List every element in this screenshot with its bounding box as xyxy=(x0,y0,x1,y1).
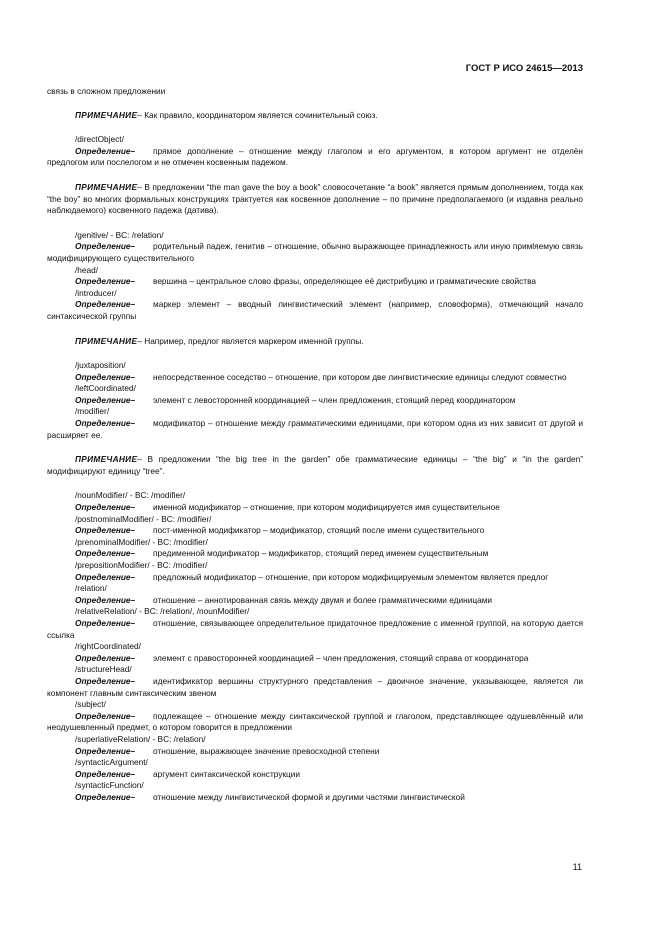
definition-text: вершина – центральное слово фразы, определяющее её дистрибуцию и грамматические свойства xyxy=(153,276,537,287)
term-definition xyxy=(47,653,583,665)
term-definition xyxy=(47,241,583,264)
term-definition xyxy=(47,299,583,322)
document-code-header: ГОСТ Р ИСО 24615—2013 xyxy=(465,63,583,74)
term-definition xyxy=(47,792,583,804)
note-text: – Например, предлог является маркером именной группы. xyxy=(137,335,364,346)
term-code: /head/ xyxy=(75,264,99,275)
term-definition xyxy=(47,769,583,781)
definition-text: именной модификатор – отношение, при котором модифицируется имя существительное xyxy=(153,502,500,513)
term-definition xyxy=(47,676,583,699)
term-code: /prepositionModifier/ - BC: /modifier/ xyxy=(75,560,208,570)
definition-text: маркер элемент – вводный лингвистический элемент (например, словоформа), отмечающий начало синтаксической группы xyxy=(47,299,583,321)
term-code: /relativeRelation/ - BC: /relation/, /nounModifier/ xyxy=(75,606,250,617)
term-definition xyxy=(47,525,583,537)
term-code: /postnominalModifier/ - BC: /modifier/ xyxy=(75,513,212,524)
term-code: /structureHead/ xyxy=(75,664,132,675)
term-code: /subject/ xyxy=(75,699,106,710)
definition-label: Определение– xyxy=(75,525,136,536)
definitions-group-1 xyxy=(47,134,583,169)
definition-text: отношение между лингвистической формой и другими частями лингвистической xyxy=(153,791,465,802)
note-2 xyxy=(47,182,583,217)
term-code: /leftCoordinated/ xyxy=(75,383,136,394)
definition-text: предложный модификатор – отношение, при котором модифицируемым элементом является предлог xyxy=(153,571,549,582)
term-definition xyxy=(47,372,583,384)
definition-label: Определение– xyxy=(75,276,136,287)
definition-text: элемент с левосторонней координацией – член предложения, стоящий перед координатором xyxy=(153,394,516,405)
definition-label: Определение– xyxy=(75,791,136,802)
definition-label: Определение– xyxy=(75,418,136,429)
note-text: – Как правило, координатором является сочинительный союз. xyxy=(137,109,378,120)
definition-label: Определение– xyxy=(75,594,136,605)
term-definition xyxy=(47,548,583,560)
definition-text: предименной модификатор – модификатор, стоящий перед именем существительным xyxy=(153,548,489,559)
document-body xyxy=(47,86,583,803)
term-code: /nounModifier/ - BC: /modifier/ xyxy=(75,490,186,501)
term-code: /rightCoordinated/ xyxy=(75,641,141,652)
term-definition xyxy=(47,711,583,734)
definition-label: Определение– xyxy=(75,617,136,628)
definition-label: Определение– xyxy=(75,710,136,721)
term-code: /relation/ xyxy=(75,583,107,594)
term-definition xyxy=(47,276,583,288)
definition-label: Определение– xyxy=(75,548,136,559)
term-code: /juxtaposition/ xyxy=(75,360,126,371)
definition-text: подлежащее – отношение между синтаксической группой и глаголом, представляющее одушевлённый или неодушевленный предмет, о котором говорится в предложении xyxy=(47,710,583,733)
term-code: /directObject/ xyxy=(75,134,124,145)
definition-label: Определение– xyxy=(75,371,136,382)
definition-text: отношение – аннотированная связь между двумя и более грамматическими единицами xyxy=(153,594,493,605)
note-label: ПРИМЕЧАНИЕ xyxy=(75,454,138,465)
term-definition xyxy=(47,146,583,169)
note-text: – В предложении “the big tree in the garden” обе грамматические единицы – “the big” и “in the garden” модифицируют единицу “tree”. xyxy=(47,454,583,476)
definition-label: Определение– xyxy=(75,675,136,686)
term-code: /superlativeRelation/ - BC: /relation/ xyxy=(75,733,206,744)
page-number: 11 xyxy=(572,862,582,872)
definition-text: аргумент синтаксической конструкции xyxy=(153,768,301,779)
note-label: ПРИМЕЧАНИЕ xyxy=(75,109,138,120)
definition-label: Определение– xyxy=(75,571,136,582)
term-code: /syntacticArgument/ xyxy=(75,757,148,768)
term-definition xyxy=(47,572,583,584)
definition-label: Определение– xyxy=(75,241,136,252)
definitions-group-4 xyxy=(47,490,583,803)
definitions-group-3 xyxy=(47,360,583,441)
term-definition xyxy=(47,502,583,514)
term-code: /prenominalModifier/ - BC: /modifier/ xyxy=(75,536,208,547)
definition-text: идентификатор вершины структурного представления – двоичное значение, указывающее, является ли компонент главным синтаксическим звеном xyxy=(47,675,583,698)
note-label: ПРИМЕЧАНИЕ xyxy=(75,181,138,192)
definition-text: родительный падеж, генитив – отношение, обычно выражающее принадлежность или иную примlяемую связь модифицирующего существительного xyxy=(47,241,583,263)
definition-label: Определение– xyxy=(75,768,136,779)
term-code: /introducer/ xyxy=(75,287,117,298)
note-1 xyxy=(47,110,583,122)
term-code: /syntacticFunction/ xyxy=(75,780,144,791)
note-label: ПРИМЕЧАНИЕ xyxy=(75,335,138,346)
term-definition xyxy=(47,746,583,758)
definition-text: прямое дополнение – отношение между глаголом и его аргументом, в котором аргумент не отделён предлогом или послелогом и не отмечен косвенным падежом. xyxy=(47,145,583,168)
definition-label: Определение– xyxy=(75,745,136,756)
note-text: – В предложении “the man gave the boy a book” словосочетание “a book” является прямым дополнением, тогда как “the boy” во многих формальных конструкциях трактуется как косвенное дополнение – по причине предполагаемого (и издавна реально наблюдаемого) косвенного падежа (датива). xyxy=(47,181,583,216)
definition-label: Определение– xyxy=(75,394,136,405)
term-definition xyxy=(47,418,583,441)
note-3 xyxy=(47,336,583,348)
term-definition xyxy=(47,395,583,407)
definition-label: Определение– xyxy=(75,145,136,156)
term-code: /genitive/ - BC: /relation/ xyxy=(75,229,164,240)
term-definition xyxy=(47,595,583,607)
definition-text: модификатор – отношение между грамматическими единицами, при котором одна из них зависит от другой и расширяет ее. xyxy=(47,418,583,440)
definition-text: отношение, связывающее определительное придаточное предложение с именной группой, на которую дается ссылка xyxy=(47,617,583,640)
definition-text: пост-именной модификатор – модификатор, стоящий после имени существительного xyxy=(153,525,485,536)
definition-label: Определение– xyxy=(75,299,136,310)
note-4 xyxy=(47,454,583,477)
definition-label: Определение– xyxy=(75,502,136,513)
term-code: /modifier/ xyxy=(75,406,110,417)
definition-label: Определение– xyxy=(75,652,136,663)
intro-line: связь в сложном предложении xyxy=(47,86,166,96)
definition-text: элемент с правосторонней координацией – член предложения, стоящий справа от координатора xyxy=(153,652,529,663)
definition-text: отношение, выражающее значение превосходной степени xyxy=(153,745,380,756)
definitions-group-2 xyxy=(47,230,583,323)
definition-text: непосредственное соседство – отношение, при котором две лингвистические единицы следуют совместно xyxy=(153,371,567,382)
term-definition xyxy=(47,618,583,641)
